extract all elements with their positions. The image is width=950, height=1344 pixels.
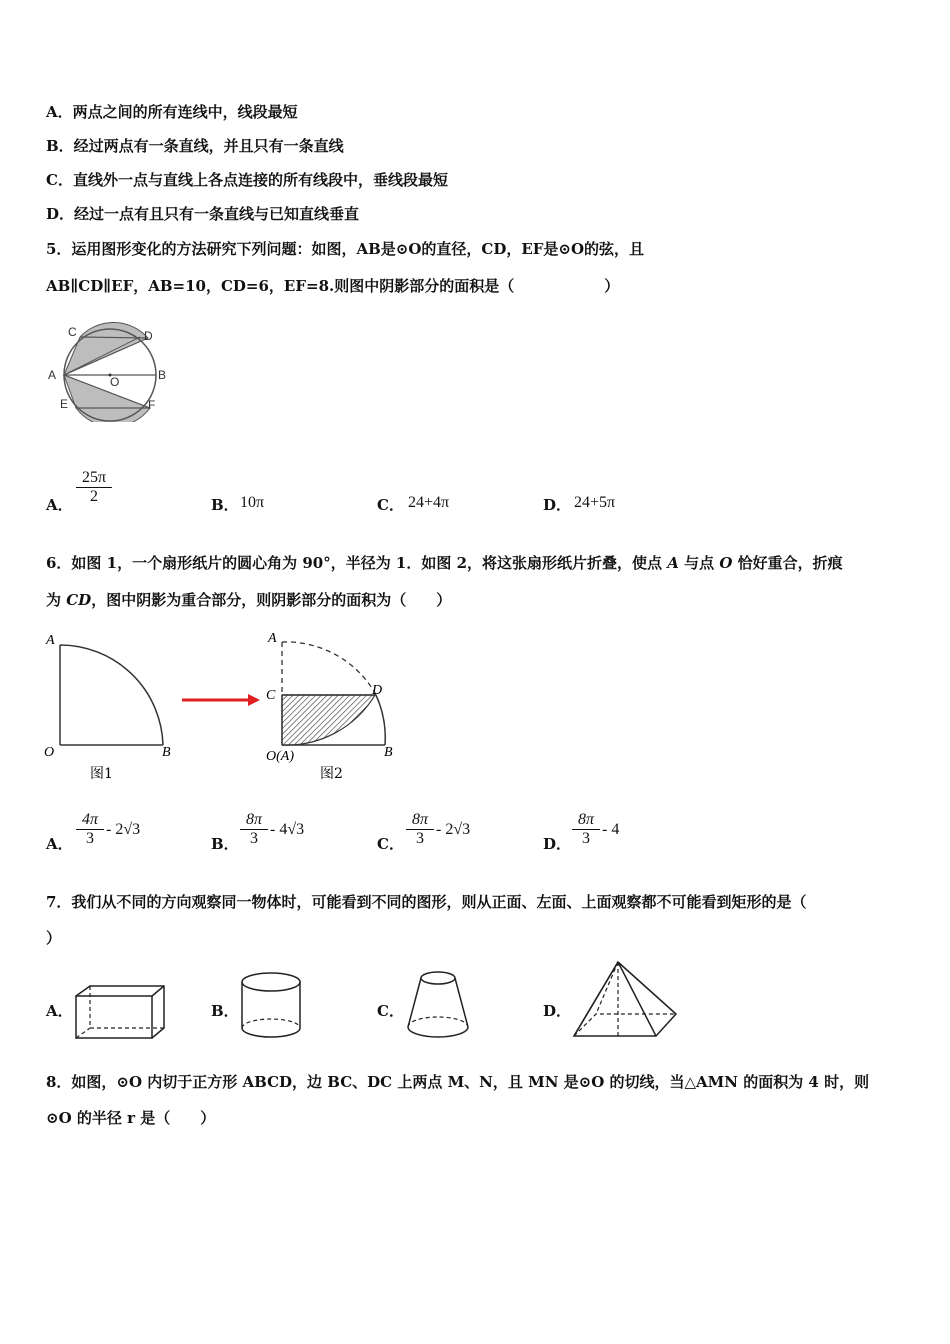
q7-pyramid-figure — [570, 958, 682, 1042]
q6-fig2-label-oa: O(A) — [266, 749, 294, 764]
q6-stem-line1 — [46, 553, 843, 573]
q5-label-a: A — [48, 368, 57, 382]
q5-option-c-label: C． — [377, 496, 404, 514]
q7-cuboid-figure — [72, 982, 168, 1042]
q7-frustum-figure — [402, 967, 474, 1043]
q6-option-d-denominator: 3 — [572, 829, 600, 848]
q5-option-a-numerator: 25π — [81, 469, 107, 486]
q7-cylinder-figure — [236, 970, 306, 1042]
q6-stem-2a: 为 — [46, 591, 67, 609]
q6-option-a-label: A． — [46, 835, 73, 853]
q6-fig2-label-b: B — [384, 745, 393, 760]
q8-stem-line1: 8．如图，⊙O 内切于正方形 ABCD，边 BC、DC 上两点 M、N，且 MN 是⊙O 的切线，当△AMN 的面积为 4 时，则 — [46, 1073, 870, 1091]
q6-fig2-label-d: D — [372, 683, 383, 698]
q6-figure-1 — [40, 628, 185, 788]
q6-fig2-label-c: C — [266, 688, 276, 703]
q6-option-c-denominator: 3 — [406, 829, 434, 848]
q6-option-a-tail: - 2√3 — [106, 821, 141, 838]
q6-option-b-label: B． — [211, 835, 239, 853]
q5-label-o: O — [110, 375, 120, 389]
q5-label-f: F — [148, 398, 156, 412]
q7-option-a-label: A． — [46, 1002, 73, 1020]
q8-stem-line2: ⊙O 的半径 r 是（ ） — [46, 1109, 216, 1127]
q6-option-d-numerator: 8π — [577, 811, 594, 828]
q6-fig1-label-o: O — [44, 745, 55, 760]
q4-option-b: B．经过两点有一条直线，并且只有一条直线 — [46, 137, 344, 155]
q6-fig1-label-b: B — [162, 745, 171, 760]
q6-option-d-fraction — [572, 811, 600, 848]
q6-option-a-denominator: 3 — [76, 829, 104, 848]
q6-option-b-fraction — [240, 811, 268, 848]
q6-fig2-caption: 图2 — [320, 766, 343, 782]
q6-fig2-label-a: A — [268, 631, 277, 646]
q4-option-a: A．两点之间的所有连线中，线段最短 — [46, 103, 298, 121]
q5-label-d: D — [144, 329, 153, 343]
q5-label-b: B — [158, 368, 167, 382]
q5-label-c: C — [68, 325, 77, 339]
q7-stem-line2: ） — [46, 929, 62, 947]
q7-stem-line1: 7．我们从不同的方向观察同一物体时，可能看到不同的图形，则从正面、左面、上面观察都不可能看到矩形的是（ — [46, 893, 807, 911]
q7-option-d-label: D． — [543, 1002, 572, 1020]
right-arrow-icon — [180, 690, 262, 710]
q6-point-o: O — [719, 554, 733, 572]
q6-point-a: A — [667, 554, 679, 572]
q6-option-b-denominator: 3 — [240, 829, 268, 848]
q6-option-c-fraction — [406, 811, 434, 848]
q5-label-e: E — [60, 397, 69, 411]
q6-figure-2 — [262, 624, 412, 790]
q7-option-b-label: B． — [211, 1002, 239, 1020]
q6-option-b-numerator: 8π — [245, 811, 262, 828]
q6-fig1-label-a: A — [46, 633, 55, 648]
q4-option-d: D．经过一点有且只有一条直线与已知直线垂直 — [46, 205, 360, 223]
q6-option-a-fraction — [76, 811, 104, 848]
q5-option-d-label: D． — [543, 496, 572, 514]
q6-option-c-numerator: 8π — [411, 811, 428, 828]
q5-option-b-value: 10π — [240, 494, 265, 511]
q5-option-a-fraction — [76, 469, 112, 506]
q5-stem-line1: 5．运用图形变化的方法研究下列问题：如图，AB是⊙O的直径，CD，EF是⊙O的弦，且 — [46, 240, 645, 258]
q5-option-c-value: 24+4π — [408, 494, 450, 511]
q6-stem-1c: 恰好重合，折痕 — [732, 554, 843, 572]
q6-fig1-caption: 图1 — [90, 766, 113, 782]
q6-stem-2b: ，图中阴影为重合部分，则阴影部分的面积为（ ） — [91, 591, 452, 609]
q6-option-d-label: D． — [543, 835, 572, 853]
q5-circle-figure — [40, 322, 180, 422]
q5-stem-line2: AB∥CD∥EF，AB=10，CD=6，EF=8.则图中阴影部分的面积是（ ） — [46, 277, 620, 295]
q6-option-c-label: C． — [377, 835, 404, 853]
q7-option-c-label: C． — [377, 1002, 404, 1020]
q6-option-a-numerator: 4π — [81, 811, 98, 828]
q6-stem-1b: 与点 — [678, 554, 720, 572]
q5-option-b-label: B． — [211, 496, 239, 514]
q4-option-c: C．直线外一点与直线上各点连接的所有线段中，垂线段最短 — [46, 171, 448, 189]
q6-stem-1a: 6．如图 1，一个扇形纸片的圆心角为 90°，半径为 1．如图 2，将这张扇形纸片折叠，使点 — [46, 554, 668, 572]
q5-option-d-value: 24+5π — [574, 494, 616, 511]
q6-option-c-tail: - 2√3 — [436, 821, 471, 838]
q5-option-a-denominator: 2 — [76, 487, 112, 506]
q6-option-b-tail: - 4√3 — [270, 821, 305, 838]
q6-option-d-tail: - 4 — [602, 821, 620, 838]
q6-crease-cd: CD — [66, 591, 92, 609]
q6-stem-line2 — [46, 590, 451, 610]
q5-option-a-label: A． — [46, 496, 73, 514]
